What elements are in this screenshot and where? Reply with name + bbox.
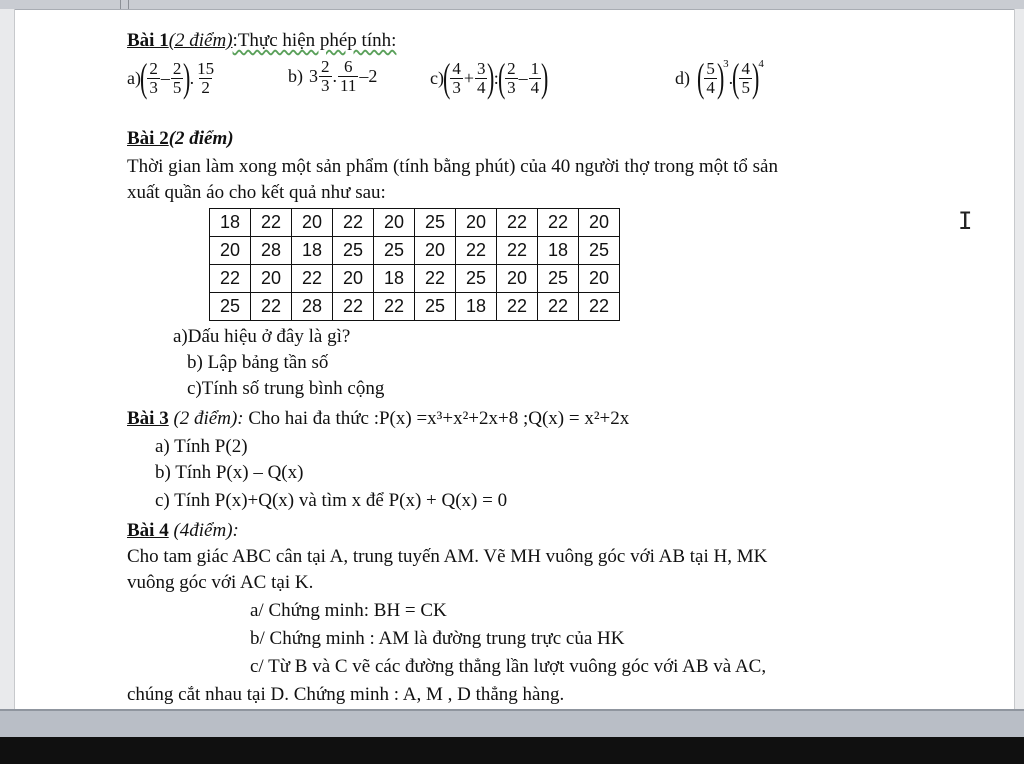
- bai1-title: Bài 1: [127, 30, 169, 51]
- table-cell: 22: [251, 209, 292, 237]
- table-cell: 20: [251, 265, 292, 293]
- bai4-question-a: a/ Chứng minh: BH = CK: [250, 600, 447, 621]
- data-table: [209, 208, 620, 321]
- table-cell: 20: [415, 237, 456, 265]
- bai1-instruction: :Thực hiện phép tính:: [232, 30, 397, 51]
- bai1-expr-b: b) 3 $\frac{2}{3}$ . $\frac{6}{11}$ –2: [288, 57, 378, 95]
- table-cell: 25: [333, 237, 374, 265]
- bai1-expr-d: d) ( $\frac{5}{4}$ ) 3 . ( $\frac{4}{5}$ ) 4: [675, 55, 764, 100]
- bai1-expr-c: c) ( $\frac{4}{3}$ + $\frac{3}{4}$ ) : ( $\frac{2}{3}$ – $\frac{1}{4}$ ): [430, 55, 549, 100]
- table-cell: 25: [538, 265, 579, 293]
- table-cell: 20: [374, 209, 415, 237]
- table-cell: 20: [210, 237, 251, 265]
- table-cell: 20: [579, 209, 620, 237]
- table-cell: 22: [538, 209, 579, 237]
- table-cell: 22: [210, 265, 251, 293]
- page-margin-left: [0, 9, 15, 709]
- bai2-points: (2 điểm): [168, 128, 234, 149]
- bai3-title: Bài 3: [127, 408, 169, 429]
- bai4-text-2: vuông góc với AC tại K.: [127, 572, 314, 593]
- bai4-title: Bài 4: [127, 520, 169, 541]
- page-margin-right: [1014, 9, 1024, 709]
- table-cell: 18: [456, 293, 497, 321]
- fraction: $\frac{3}{4}$: [476, 58, 486, 97]
- table-cell: 20: [333, 265, 374, 293]
- fraction: $\frac{6}{11}$: [340, 57, 357, 95]
- bai3-text: Cho hai đa thức :P(x) =x³+x²+2x+8 ;Q(x) = x²+2x: [248, 408, 630, 429]
- table-cell: 20: [497, 265, 538, 293]
- table-cell: 22: [374, 293, 415, 321]
- table-cell: 22: [292, 265, 333, 293]
- table-cell: 22: [415, 265, 456, 293]
- fraction: $\frac{2}{5}$: [172, 58, 182, 97]
- table-cell: 22: [456, 237, 497, 265]
- table-cell: 25: [579, 237, 620, 265]
- table-cell: 28: [251, 237, 292, 265]
- table-cell: 25: [210, 293, 251, 321]
- label-b: b): [288, 66, 303, 86]
- table-cell: 18: [210, 209, 251, 237]
- table-cell: 25: [456, 265, 497, 293]
- table-cell: 22: [497, 237, 538, 265]
- fraction: $\frac{15}{2}$: [197, 58, 215, 97]
- table-cell: 18: [374, 265, 415, 293]
- table-cell: 25: [415, 293, 456, 321]
- table-cell: 18: [538, 237, 579, 265]
- fraction: $\frac{4}{3}$: [452, 58, 461, 97]
- table-cell: 22: [497, 209, 538, 237]
- bai2-question-b: b) Lập bảng tần số: [187, 352, 329, 373]
- bai3-question-b: b) Tính P(x) – Q(x): [155, 462, 304, 483]
- label-d: d): [675, 67, 690, 88]
- bai1-expr-a: a) ( $\frac{2}{3}$ – $\frac{2}{5}$ ) . $\frac{15}{2}$: [127, 55, 215, 100]
- table-cell: 20: [579, 265, 620, 293]
- table-row: [210, 293, 620, 321]
- bai4-question-c-cont: chúng cắt nhau tại D. Chứng minh : A, M , D thẳng hàng.: [127, 684, 565, 705]
- table-cell: 20: [292, 209, 333, 237]
- ruler-tick: [120, 0, 121, 9]
- table-cell: 25: [415, 209, 456, 237]
- bai2-text-2: xuất quần áo cho kết quả như sau:: [127, 182, 386, 203]
- bai3-heading: [127, 408, 629, 430]
- table-cell: 25: [374, 237, 415, 265]
- bai2-title: Bài 2: [127, 128, 169, 149]
- fraction: $\frac{2}{3}$: [507, 58, 516, 97]
- bai4-question-c: c/ Từ B và C vẽ các đường thẳng lần lượt vuông góc với AB và AC,: [250, 656, 767, 677]
- video-bottom-bar: [0, 737, 1024, 764]
- bai1-points: (2 điểm): [168, 30, 233, 51]
- table-cell: 28: [292, 293, 333, 321]
- table-cell: 22: [497, 293, 538, 321]
- fraction: $\frac{2}{3}$: [321, 57, 330, 95]
- table-cell: 22: [251, 293, 292, 321]
- bai1-heading: [127, 30, 396, 52]
- window-bottom-strip: [0, 709, 1024, 739]
- table-row: [210, 209, 620, 237]
- text-cursor-icon: I: [958, 207, 973, 235]
- table-cell: 22: [333, 209, 374, 237]
- bai2-text-1: Thời gian làm xong một sản phẩm (tính bằng phút) của 40 người thợ trong một tổ sản: [127, 156, 778, 177]
- table-row: [210, 265, 620, 293]
- bai2-question-c: c)Tính số trung bình cộng: [187, 378, 385, 399]
- table-cell: 22: [579, 293, 620, 321]
- ruler-bar: [0, 0, 1024, 10]
- fraction: $\frac{1}{4}$: [530, 58, 540, 97]
- fraction: $\frac{2}{3}$: [149, 58, 158, 97]
- table-cell: 20: [456, 209, 497, 237]
- label-c: c): [430, 67, 444, 88]
- ruler-tick: [128, 0, 129, 9]
- bai4-text-1: Cho tam giác ABC cân tại A, trung tuyến AM. Vẽ MH vuông góc với AB tại H, MK: [127, 546, 768, 567]
- bai4-question-b: b/ Chứng minh : AM là đường trung trực của HK: [250, 628, 625, 649]
- fraction: $\frac{4}{5}$: [741, 58, 750, 97]
- bai3-question-a: a) Tính P(2): [155, 436, 248, 457]
- table-cell: 22: [333, 293, 374, 321]
- bai4-points: (4điểm):: [173, 520, 239, 541]
- table-cell: 22: [538, 293, 579, 321]
- bai3-question-c: c) Tính P(x)+Q(x) và tìm x để P(x) + Q(x) = 0: [155, 490, 508, 511]
- fraction: $\frac{5}{4}$: [706, 58, 715, 97]
- bai4-heading: [127, 520, 239, 542]
- table-row: [210, 237, 620, 265]
- label-a: a): [127, 67, 141, 88]
- bai2-question-a: a)Dấu hiệu ở đây là gì?: [173, 326, 351, 347]
- table-cell: 18: [292, 237, 333, 265]
- bai2-heading: [127, 128, 234, 150]
- bai3-points: (2 điểm):: [173, 408, 244, 429]
